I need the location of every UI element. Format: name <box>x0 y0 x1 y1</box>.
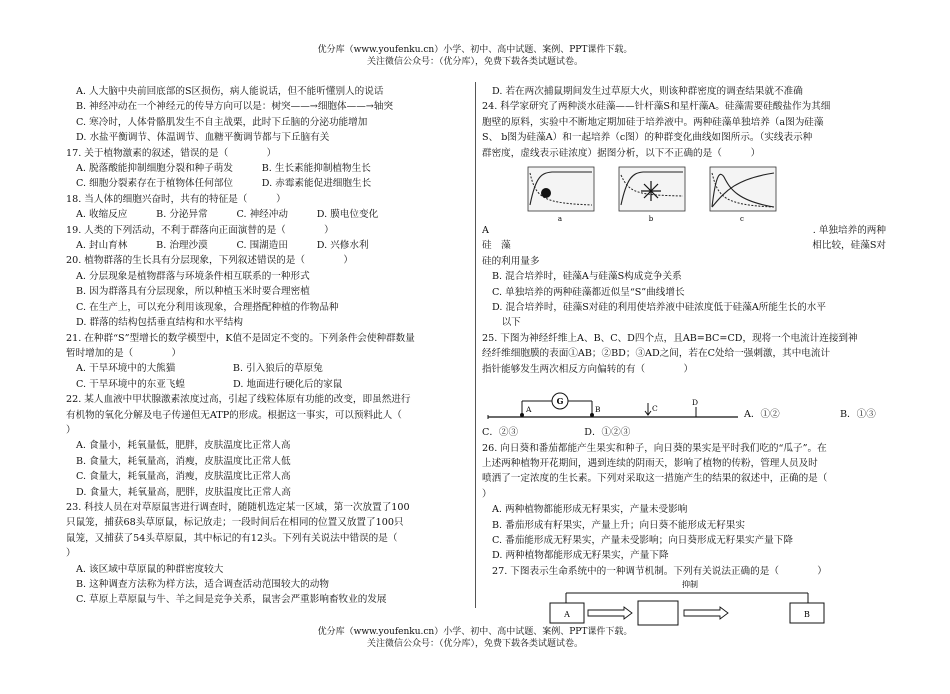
left-line: 18. 当人体的细胞兴奋时，共有的特征是（ ） <box>66 193 286 205</box>
left-line: 21. 在种群“S”型增长的数学模型中，K值不是固定不变的。下列条件会使种群数量 <box>66 332 415 344</box>
right-b-line: 经纤维细胞膜的表面①AB；②BD；③AD之间，若在C处给一强刺激，其中电流计 <box>482 348 831 360</box>
right-c-line: D. 两种植物都能形成无籽果实，产量下降 <box>492 550 669 562</box>
q24-option-a-line2 <box>482 238 886 253</box>
left-line: D. 水盐平衡调节、体温调节、血糖平衡调节都与下丘脑有关 <box>76 132 330 144</box>
left-line: A. 封山育林 B. 治理沙漠 C. 围湖造田 D. 兴修水利 <box>76 240 369 252</box>
q24-option-a-line <box>482 223 886 238</box>
chart-b <box>613 163 693 223</box>
footer-line2: 关注微信公众号：（优分库），免费下载各类试题试卷。 <box>366 639 583 649</box>
right-b-line: C. 单独培养的两种硅藻都近似呈“S”曲线增长 <box>492 286 685 298</box>
left-line: A. 干旱环境中的大熊猫 B. 引入狼后的草原兔 <box>76 363 323 375</box>
left-line: B. 这种调查方法称为样方法，适合调查活动范围较大的动物 <box>76 579 329 590</box>
left-line: C. 食量大，耗氧量高，消瘦，皮肤温度比正常人高 <box>76 471 291 483</box>
right-c-line: B. 番茄形成有籽果实，产量上升；向日葵不能形成无籽果实 <box>492 519 745 531</box>
q25-nerve-diagram <box>482 381 876 423</box>
left-line: A. 收缩反应 B. 分泌异常 C. 神经冲动 D. 膜电位变化 <box>76 209 379 221</box>
left-column <box>66 84 472 608</box>
point-b-label: B <box>595 405 601 415</box>
right-c-line: 27. 下图表示生命系统中的一种调节机制。下列有关说法正确的是（ ） <box>492 565 827 577</box>
right-a-line: S、 b图为硅藻A）和一起培养（c图）的种群变化曲线如图所示。（实线表示种 <box>482 132 813 144</box>
q25-option-c: C．②③ <box>482 427 519 439</box>
right-block-a <box>482 84 886 161</box>
left-line: C. 寒冷时，人体骨骼肌发生不自主战栗，此时下丘脑的分泌功能增加 <box>76 116 368 128</box>
chart-c <box>704 163 784 223</box>
left-line: A. 食量小，耗氧量低，肥胖，皮肤温度比正常人高 <box>76 440 291 452</box>
page-header <box>0 44 950 68</box>
chart-c-label: c <box>740 215 745 224</box>
left-line: B. 食量大，耗氧量高，消瘦，皮肤温度比正常人低 <box>76 455 291 467</box>
left-line: B. 神经冲动在一个神经元的传导方向可以是：树突——→细胞体——→轴突 <box>76 101 394 113</box>
q24-option-a-word: 硅 藻 <box>482 240 511 252</box>
left-line: C. 在生产上，可以充分利用该现象，合理搭配种植的作物品种 <box>76 301 339 313</box>
left-line: A. 该区域中草原鼠的种群密度较大 <box>76 563 224 575</box>
right-block-b <box>482 254 886 377</box>
q25-option-d: D．①②③ <box>584 427 631 439</box>
point-d-label: D <box>692 398 699 408</box>
q24-option-a-letter: A <box>482 225 489 237</box>
left-line: 有机物的氧化分解及电子传递但无ATP的形成。根据这一事实，可以预料此人（ <box>66 409 402 421</box>
left-line: 只鼠笼，捕获68头草原鼠，标记放走；一段时间后在相同的位置又放置了100只 <box>66 517 404 529</box>
left-line: D. 食量大，耗氧量高，肥胖，皮肤温度比正常人高 <box>76 486 291 498</box>
right-b-line: 以下 <box>492 317 521 329</box>
left-line: C. 草原上草原鼠与牛、羊之间是竞争关系，鼠害会严重影响畜牧业的发展 <box>76 594 387 606</box>
right-b-line: 指针能够发生两次相反方向偏转的有（ ） <box>482 363 694 375</box>
left-line: C. 细胞分裂素存在于植物体任何部位 D. 赤霉素能促进细胞生长 <box>76 178 372 190</box>
left-line: C. 干旱环境中的东亚飞蝗 D. 地面进行硬化后的家鼠 <box>76 378 343 390</box>
right-c-line: C. 番茄能形成无籽果实，产量未受影响；向日葵形成无籽果实产量下降 <box>492 534 793 546</box>
left-line: A. 人大脑中央前回底部的S区损伤，病人能说话，但不能听懂别人的说话 <box>76 86 384 97</box>
q25-options-cd <box>482 425 886 440</box>
box-a-label: A <box>564 610 570 620</box>
left-line: 暂时增加的是（ ） <box>66 347 182 359</box>
right-c-line: 上述两种植物开花期间，遇到连续的阴雨天，影响了植物的传粉，管理人员及时 <box>482 457 818 469</box>
right-a-line: D. 若在两次捕鼠期间发生过草原大火，则该种群密度的调查结果就不准确 <box>492 86 803 97</box>
q24-charts <box>522 163 886 223</box>
q27-mechanism-diagram <box>542 579 842 629</box>
left-line: D. 群落的结构包括垂直结构和水平结构 <box>76 317 243 329</box>
right-column <box>482 84 886 629</box>
galvanometer-label: G <box>556 396 564 407</box>
chart-a <box>522 163 602 223</box>
q25-option-b: B．①③ <box>840 409 876 421</box>
column-divider <box>475 82 476 608</box>
box-b-label: B <box>804 610 810 620</box>
left-line: A. 脱落酸能抑制细胞分裂和种子萌发 B. 生长素能抑制植物生长 <box>76 163 371 175</box>
q24-option-a-text2: 相比较，硅藻S对 <box>812 240 886 252</box>
left-line: ） <box>66 548 76 560</box>
right-a-line: 胞壁的原料，实验中不断地定期加硅于培养液中。两种硅藻单独培养（a图为硅藻 <box>482 116 824 128</box>
right-c-line: 26. 向日葵和番茄都能产生果实和种子，向日葵的果实是平时我们吃的“瓜子”。在 <box>482 442 827 454</box>
chart-a-label: a <box>557 215 563 224</box>
left-line: 17. 关于植物激素的叙述，错误的是（ ） <box>66 147 277 159</box>
header-line1: 优分库（www.youfenku.cn）小学、初中、高中试题、案例、PPT课件下载。 <box>317 45 633 55</box>
right-c-line: 喷洒了一定浓度的生长素。下列对采取这一措施产生的结果的叙述中，正确的是（ <box>482 473 828 485</box>
right-a-line: 24. 科学家研究了两种淡水硅藻——针杆藻S和星杆藻A。硅藻需要硅酸盐作为其细 <box>482 101 831 113</box>
chart-b-label: b <box>648 215 654 224</box>
point-a-label: A <box>526 405 532 415</box>
right-block-c <box>482 441 886 580</box>
inhibit-label: 抑制 <box>682 580 698 590</box>
right-b-line: 硅的利用量多 <box>482 255 540 267</box>
left-line: 19. 人类的下列活动，不利于群落向正面演替的是（ ） <box>66 224 334 236</box>
left-line: A. 分层现象是植物群落与环境条件相互联系的一种形式 <box>76 270 310 282</box>
footer-line1: 优分库（www.youfenku.cn）小学、初中、高中试题、案例、PPT课件下载。 <box>317 627 633 637</box>
left-line: 鼠笼，又捕获了54头草原鼠，其中标记的有12头。下列有关说法中错误的是（ <box>66 532 398 544</box>
point-c-label: C <box>652 404 658 414</box>
right-c-line: A. 两种植物都能形成无籽果实，产量未受影响 <box>492 504 688 516</box>
left-line: 23. 科技人员在对草原鼠害进行调查时，随随机选定某一区域，第一次放置了100 <box>66 501 410 513</box>
right-c-line: ） <box>482 488 492 500</box>
left-line: ） <box>66 424 76 436</box>
right-b-line: 25. 下图为神经纤维上A、B、C、D四个点，且AB=BC=CD，现将一个电流计连接到神 <box>482 332 858 344</box>
q25-option-a: A．①② <box>744 409 780 421</box>
right-b-line: B. 混合培养时，硅藻A与硅藻S构成竞争关系 <box>492 271 682 283</box>
header-line2: 关注微信公众号：（优分库），免费下载各类试题试卷。 <box>366 57 583 67</box>
left-line: 20. 植物群落的生长具有分层现象，下列叙述错误的是（ ） <box>66 255 353 267</box>
left-line: 22. 某人血液中甲状腺激素浓度过高，引起了线粒体原有功能的改变，即虽然进行 <box>66 394 411 406</box>
right-a-line: 群密度，虚线表示硅浓度）据图分析，以下不正确的是（ ） <box>482 147 761 159</box>
left-line: B. 因为群落具有分层现象，所以种植玉米时要合理密植 <box>76 286 310 298</box>
q24-option-a-text: . 单独培养的两种 <box>812 225 886 237</box>
page-footer <box>0 626 950 650</box>
right-b-line: D. 混合培养时，硅藻S对硅的利用使培养液中硅浓度低于硅藻A所能生长的水平 <box>492 302 826 314</box>
